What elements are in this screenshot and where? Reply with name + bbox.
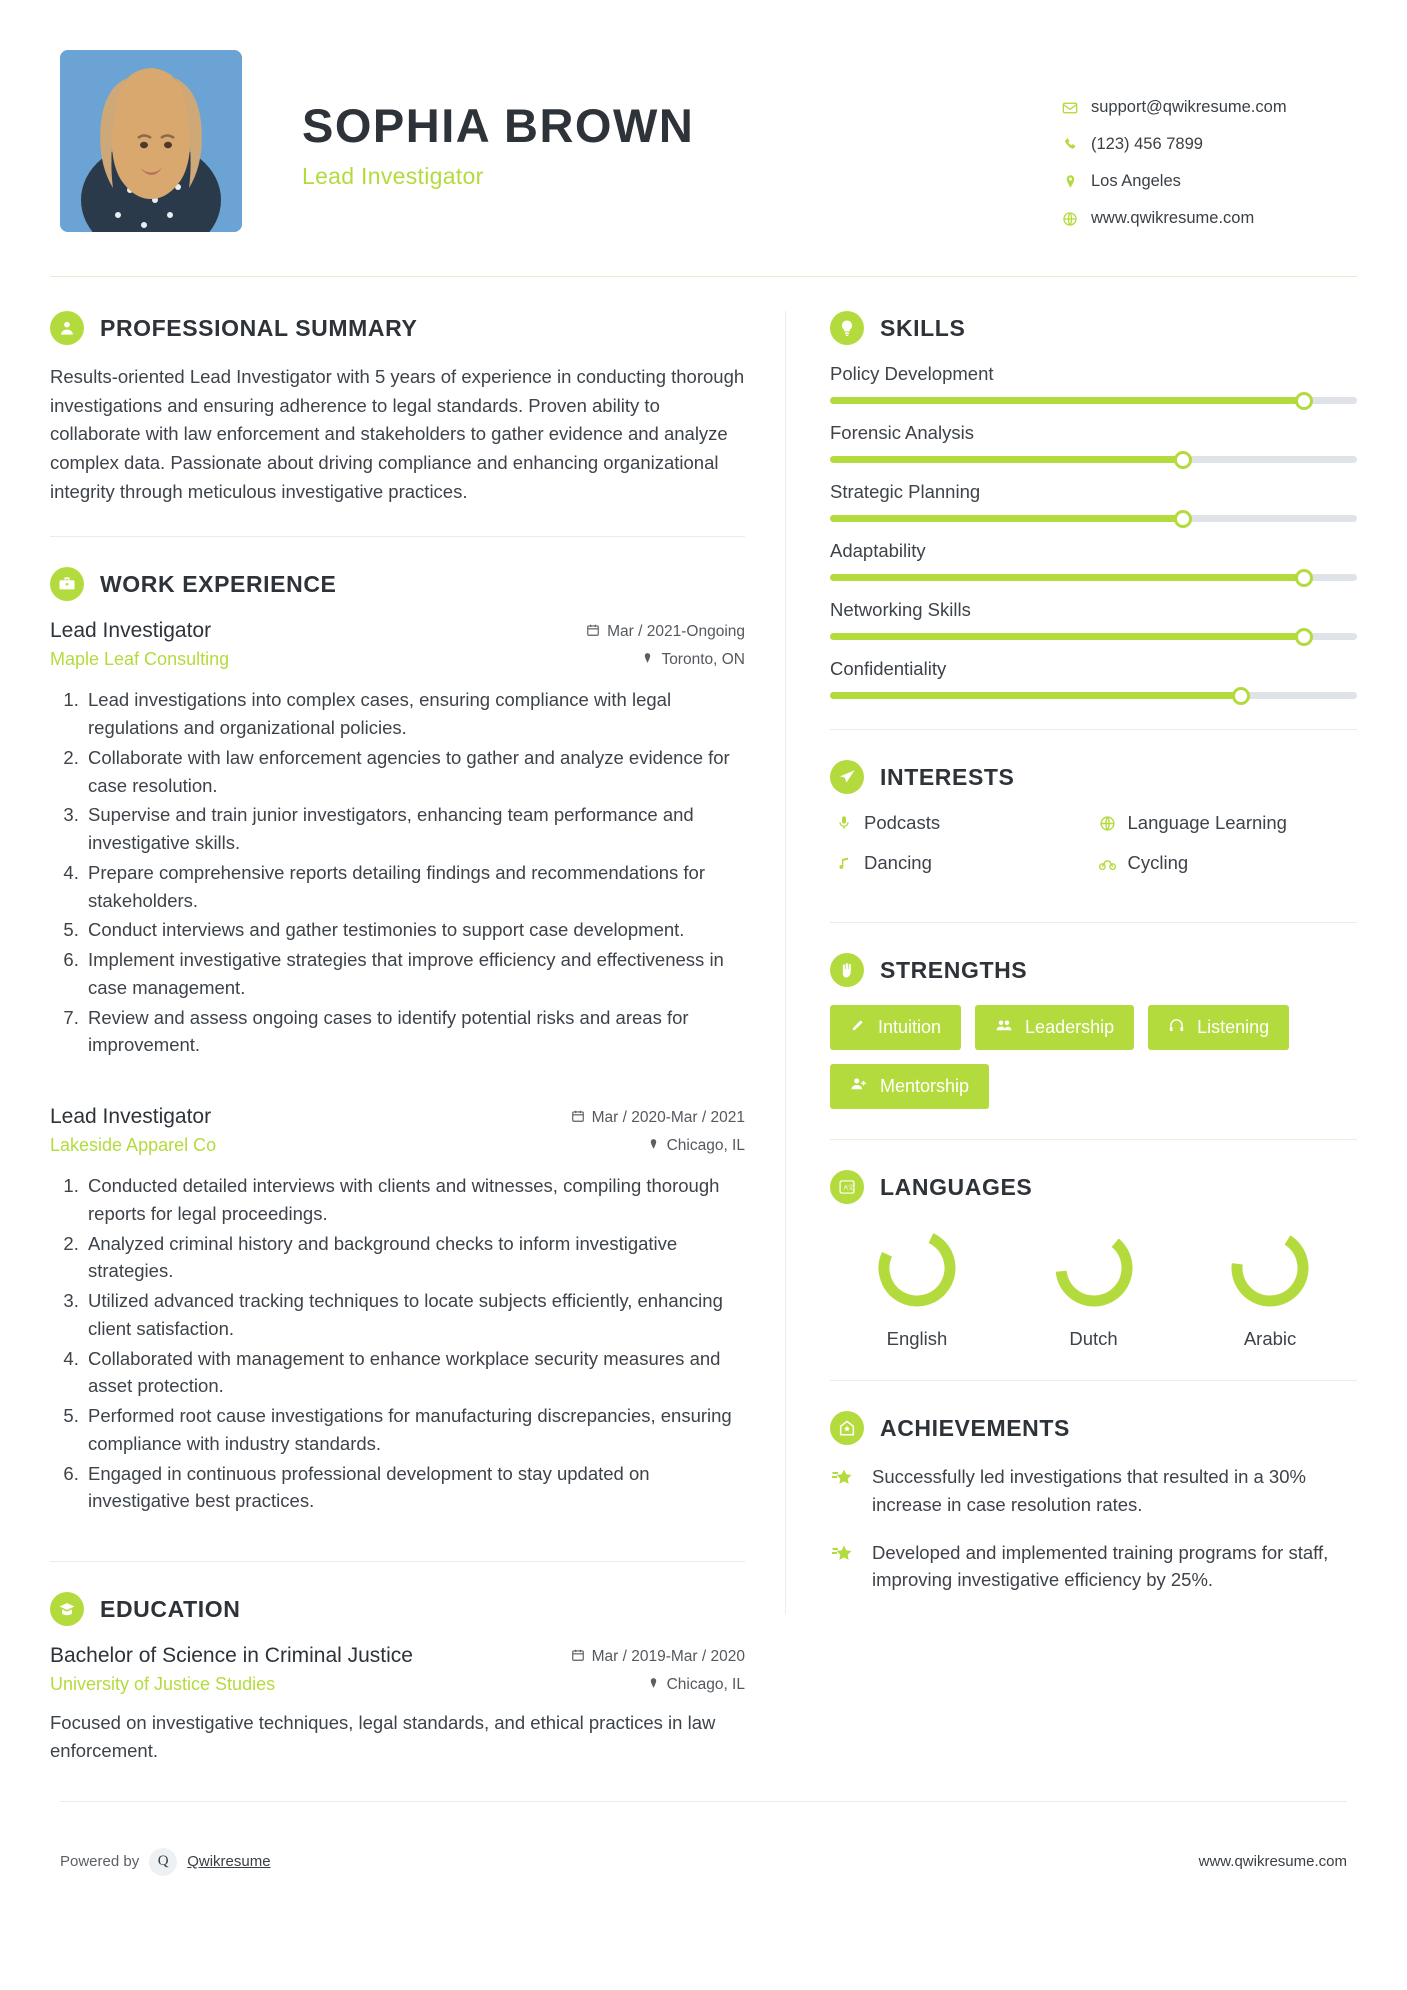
contact-website [1057,209,1357,228]
company-name: Lakeside Apparel Co [50,1135,217,1156]
skill-slider[interactable] [830,692,1357,699]
list-item: 2. Analyzed criminal history and background checks to inform investigative strategies. [84,1230,745,1286]
calendar-icon [571,1648,585,1665]
contact-phone-value[interactable]: (123) 456 7899 [1091,135,1203,153]
section-title: WORK EXPERIENCE [100,570,337,597]
skill-item [830,422,1357,463]
education-dates [571,1648,745,1666]
skill-slider[interactable] [830,633,1357,640]
skill-label: Policy Development [830,363,994,384]
strength-chip [1148,1005,1289,1050]
language-label: Arabic [1243,1328,1297,1349]
divider [830,1380,1357,1381]
job-role-subtitle: Lead Investigator [302,163,484,189]
hand-icon [830,953,864,987]
strength-chip [975,1005,1134,1050]
language-item [830,1222,1004,1350]
list-item: 3. Utilized advanced tracking techniques to locate subjects efficiently, enhancing client satisfaction. [84,1287,745,1343]
globe-icon [1094,815,1122,832]
education-location-value: Chicago, IL [666,1676,745,1694]
job-title: Lead Investigator [50,619,212,643]
achievement-item [830,1539,1357,1595]
strength-chip [830,1005,961,1050]
globe-icon [1057,211,1083,227]
section-education [50,1592,745,1765]
footer-website[interactable]: www.qwikresume.com [1198,1853,1347,1871]
skill-slider[interactable] [830,574,1357,581]
achievement-item [830,1463,1357,1519]
job-location-value: Toronto, ON [661,651,745,669]
page-title: SOPHIA BROWN [302,99,695,152]
job-location-value: Chicago, IL [666,1137,745,1155]
job-dates-value: Mar / 2020-Mar / 2021 [591,1108,745,1126]
section-title: LANGUAGES [880,1173,1033,1200]
qwikresume-logo-icon: Q [149,1848,177,1876]
location-pin-icon [1057,174,1083,189]
contact-list [1057,50,1357,246]
job-location [641,651,745,669]
calendar-icon [586,623,600,640]
contact-email [1057,98,1357,117]
skill-item [830,599,1357,640]
location-pin-icon [647,1677,660,1693]
award-home-icon [830,1411,864,1445]
strength-label: Intuition [878,1017,942,1037]
strength-label: Listening [1197,1017,1270,1037]
education-dates-value: Mar / 2019-Mar / 2020 [591,1647,745,1665]
skill-item [830,363,1357,404]
company-name: Maple Leaf Consulting [50,649,230,670]
contact-location-value: Los Angeles [1091,172,1181,190]
section-strengths [830,953,1357,1109]
skill-item [830,658,1357,699]
list-item: 2. Collaborate with law enforcement agencies to gather and analyze evidence for case resolution. [84,744,745,800]
degree-title: Bachelor of Science in Criminal Justice [50,1644,413,1668]
powered-by-label: Powered by [60,1853,140,1871]
list-item: 1. Conducted detailed interviews with clients and witnesses, compiling thorough reports for legal proceedings. [84,1172,745,1228]
section-languages [830,1170,1357,1350]
contact-location [1057,172,1357,191]
skill-label: Forensic Analysis [830,422,974,443]
lightbulb-icon [830,311,864,345]
powered-by [60,1848,271,1876]
music-note-icon [830,855,858,871]
users-icon [995,1016,1013,1039]
section-title: PROFESSIONAL SUMMARY [100,314,418,341]
section-interests [830,760,1357,892]
list-item: 5. Conduct interviews and gather testimonies to support case development. [84,916,745,944]
list-item: 6. Implement investigative strategies that improve efficiency and effectiveness in case management. [84,946,745,1002]
header-divider [50,276,1357,277]
skill-slider[interactable] [830,456,1357,463]
job-dates [586,623,745,641]
language-label: English [886,1328,948,1349]
section-title: INTERESTS [880,763,1015,790]
divider [50,536,745,537]
microphone-icon [830,815,858,831]
avatar [60,50,242,232]
section-title: ACHIEVEMENTS [880,1414,1070,1441]
language-label: Dutch [1069,1328,1118,1349]
strength-label: Leadership [1025,1017,1115,1037]
language-progress-ring [871,1222,963,1314]
section-work-experience [50,567,745,1515]
language-progress-ring [1224,1222,1316,1314]
job-dates [571,1109,745,1127]
language-item [1007,1222,1181,1350]
list-item: 5. Performed root cause investigations for manufacturing discrepancies, ensuring compliance with industry standards. [84,1402,745,1458]
left-column [50,311,785,1765]
education-location [647,1676,745,1694]
skill-item [830,481,1357,522]
right-column [785,311,1357,1614]
location-pin-icon [641,652,654,668]
send-icon [830,760,864,794]
divider [830,1139,1357,1140]
skill-label: Strategic Planning [830,481,981,502]
language-progress-ring [1048,1222,1140,1314]
skill-label: Confidentiality [830,658,947,679]
skill-item [830,540,1357,581]
phone-icon [1057,137,1083,152]
job-bullets [84,1172,745,1515]
footer-divider [60,1801,1347,1802]
graduation-cap-icon [50,1592,84,1626]
interest-item [830,812,1094,834]
contact-phone [1057,135,1357,154]
star-badge-icon [830,1463,864,1519]
calendar-icon [571,1109,585,1126]
section-title: EDUCATION [100,1595,241,1622]
svg-text:A: A [843,1184,849,1192]
headphones-icon [1168,1017,1185,1039]
location-pin-icon [647,1138,660,1154]
section-title: SKILLS [880,314,966,341]
list-item: 3. Supervise and train junior investigators, enhancing team performance and investigative skills. [84,801,745,857]
interest-item [830,852,1094,874]
pen-icon [850,1017,866,1038]
translate-icon [830,1170,864,1204]
section-skills [830,311,1357,699]
divider [830,922,1357,923]
skill-label: Networking Skills [830,599,971,620]
strength-label: Mentorship [880,1076,970,1096]
list-item: 6. Engaged in continuous professional development to stay updated on investigative best practices. [84,1460,745,1516]
achievement-text: Developed and implemented training programs for staff, improving investigative efficiency by 25%. [872,1541,1329,1591]
strength-chip [830,1064,989,1109]
job-bullets [84,686,745,1059]
summary-text: Results-oriented Lead Investigator with 5 years of experience in conducting thorough investigations and ensuring adherence to legal standards. Proven ability to collaborate with law enforcement and stakeholders to gather evidence and analyze complex data. Passionate about driving compliance and enhancing organizational integrity through meticulous investigative practices. [50,366,745,502]
school-name: University of Justice Studies [50,1674,276,1695]
skill-label: Adaptability [830,540,926,561]
list-item: 1. Lead investigations into complex cases, ensuring compliance with legal regulations and organizational policies. [84,686,745,742]
contact-email-value[interactable]: support@qwikresume.com [1091,98,1287,116]
section-professional-summary [50,311,745,506]
section-achievements [830,1411,1357,1594]
star-badge-icon [830,1539,864,1595]
interest-label: Dancing [864,852,932,873]
skill-slider[interactable] [830,515,1357,522]
user-circle-icon [50,311,84,345]
resume-header [50,40,1357,276]
work-item [50,1105,745,1515]
list-item: 7. Review and assess ongoing cases to identify potential risks and areas for improvement. [84,1004,745,1060]
education-description: Focused on investigative techniques, legal standards, and ethical practices in law enforcement. [50,1712,716,1761]
name-block [302,50,1057,190]
list-item: 4. Prepare comprehensive reports detailing findings and recommendations for stakeholders. [84,859,745,915]
work-item [50,619,745,1059]
divider [50,1561,745,1562]
achievement-text: Successfully led investigations that resulted in a 30% increase in case resolution rates. [872,1466,1306,1515]
interest-item [1094,852,1358,874]
brand-link[interactable]: Qwikresume [187,1853,271,1871]
svg-text:文: 文 [847,1184,855,1192]
interest-label: Podcasts [864,812,941,833]
job-location [647,1137,745,1155]
user-plus-icon [850,1075,868,1098]
divider [830,729,1357,730]
skill-slider[interactable] [830,397,1357,404]
language-item [1183,1222,1357,1350]
job-dates-value: Mar / 2021-Ongoing [607,622,745,640]
job-title: Lead Investigator [50,1105,212,1129]
bicycle-icon [1094,854,1122,873]
page-footer [50,1822,1357,1902]
contact-website-value[interactable]: www.qwikresume.com [1091,209,1255,227]
interest-label: Cycling [1127,852,1189,873]
briefcase-icon [50,567,84,601]
interest-item [1094,812,1358,834]
list-item: 4. Collaborated with management to enhance workplace security measures and asset protection. [84,1345,745,1401]
interest-label: Language Learning [1127,812,1287,833]
section-title: STRENGTHS [880,956,1028,983]
mail-icon [1057,100,1083,116]
